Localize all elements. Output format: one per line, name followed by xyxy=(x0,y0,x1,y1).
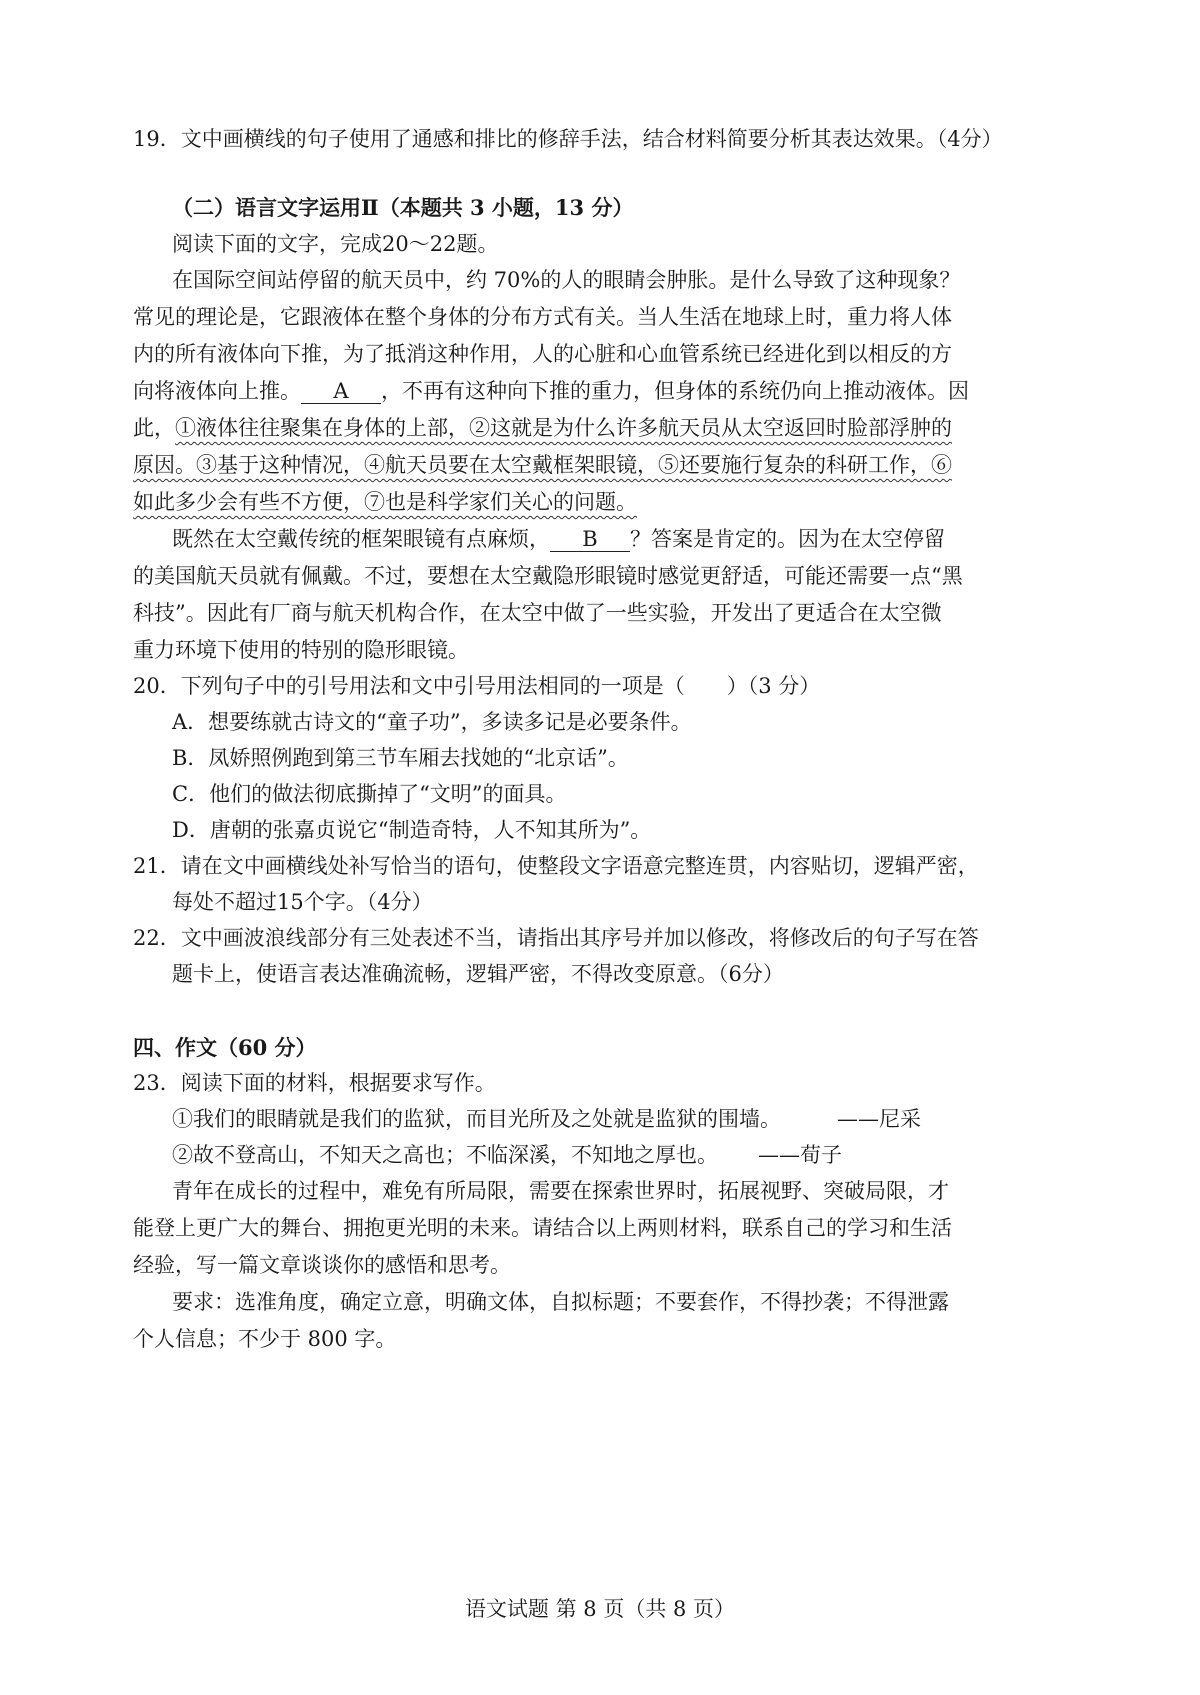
option-d: D．唐朝的张嘉贞说它“制造奇特，人不知其所为”。 xyxy=(172,818,652,842)
blank-a: A xyxy=(301,379,381,404)
passage-1-line-2: 常见的理论是，它跟液体在整个身体的分布方式有关。当人生活在地球上时，重力将人体 xyxy=(133,305,952,329)
section-2-intro: 阅读下面的文字，完成20～22题。 xyxy=(172,232,499,256)
quote-1 xyxy=(172,1104,921,1134)
passage-text: 此， xyxy=(133,416,175,440)
question-21-line-2: 每处不超过15个字。（4分） xyxy=(172,890,433,914)
quote-2 xyxy=(172,1140,842,1170)
question-22-line-1: 22．文中画波浪线部分有三处表述不当，请指出其序号并加以修改，将修改后的句子写在答 xyxy=(133,926,979,950)
quote-text: ①我们的眼睛就是我们的监狱，而目光所及之处就是监狱的围墙。 xyxy=(172,1107,781,1131)
question-22-line-2: 题卡上，使语言表达准确流畅，逻辑严密，不得改变原意。（6分） xyxy=(172,962,784,986)
essay-prompt-line-2: 能登上更广大的舞台、拥抱更光明的未来。请结合以上两则材料，联系自己的学习和生活 xyxy=(133,1216,952,1240)
quote-author: ——荀子 xyxy=(758,1143,842,1167)
passage-2-line-4: 重力环境下使用的特别的隐形眼镜。 xyxy=(133,638,469,662)
page-footer: 语文试题 第 8 页（共 8 页） xyxy=(464,1597,736,1621)
requirements-line-2: 个人信息；不少于 800 字。 xyxy=(133,1327,397,1351)
passage-2-line-2: 的美国航天员就有佩戴。不过，要想在太空戴隐形眼镜时感觉更舒适，可能还需要一点“黑 xyxy=(133,564,963,588)
passage-1-line-5 xyxy=(133,413,952,443)
question-20: 20．下列句子中的引号用法和文中引号用法相同的一项是（ ）（3 分） xyxy=(133,674,821,698)
requirements-line-1: 要求：选准角度，确定立意，明确文体，自拟标题；不要套作，不得抄袭；不得泄露 xyxy=(172,1290,949,1314)
wavy-underlined-text: 如此多少会有些不方便，⑦也是科学家们关心的问题。 xyxy=(133,490,637,514)
section-2-title: （二）语言文字运用Ⅱ（本题共 3 小题，13 分） xyxy=(172,195,634,220)
passage-1-line-4 xyxy=(133,376,969,406)
blank-b: B xyxy=(550,527,630,552)
passage-1-line-1: 在国际空间站停留的航天员中，约 70%的人的眼睛会肿胀。是什么导致了这种现象？ xyxy=(172,268,961,292)
passage-2-line-3: 科技”。因此有厂商与航天机构合作，在太空中做了一些实验，开发出了更适合在太空微 xyxy=(133,601,942,625)
option-c: C．他们的做法彻底撕掉了“文明”的面具。 xyxy=(172,782,567,806)
wavy-underlined-text: ①液体往往聚集在身体的上部，②这就是为什么许多航天员从太空返回时脸部浮肿的 xyxy=(175,416,952,440)
quote-author: ——尼采 xyxy=(837,1107,921,1131)
passage-1-line-3: 内的所有液体向下推，为了抵消这种作用，人的心脏和心血管系统已经进化到以相反的方 xyxy=(133,342,952,366)
essay-prompt-line-3: 经验，写一篇文章谈谈你的感悟和思考。 xyxy=(133,1253,511,1277)
question-21-line-1: 21．请在文中画横线处补写恰当的语句，使整段文字语意完整连贯，内容贴切，逻辑严密， xyxy=(133,854,979,878)
section-4-title: 四、作文（60 分） xyxy=(133,1035,317,1060)
passage-text: ，不再有这种向下推的重力，但身体的系统仍向上推动液体。因 xyxy=(381,379,969,403)
passage-text: ？答案是肯定的。因为在太空停留 xyxy=(630,527,945,551)
passage-1-line-6 xyxy=(133,450,952,480)
quote-text: ②故不登高山，不知天之高也；不临深溪，不知地之厚也。 xyxy=(172,1143,718,1167)
wavy-underlined-text: 原因。③基于这种情况，④航天员要在太空戴框架眼镜，⑤还要施行复杂的科研工作，⑥ xyxy=(133,453,952,477)
passage-2-line-1 xyxy=(172,524,945,554)
passage-text: 向将液体向上推。 xyxy=(133,379,301,403)
question-19: 19．文中画横线的句子使用了通感和排比的修辞手法，结合材料简要分析其表达效果。（4分） xyxy=(133,127,1003,151)
option-b: B．凤娇照例跑到第三节车厢去找她的“北京话”。 xyxy=(172,746,629,770)
question-23: 23．阅读下面的材料，根据要求写作。 xyxy=(133,1071,496,1095)
essay-prompt-line-1: 青年在成长的过程中，难免有所局限，需要在探索世界时，拓展视野、突破局限，才 xyxy=(172,1179,949,1203)
passage-1-line-7 xyxy=(133,487,637,517)
passage-text: 既然在太空戴传统的框架眼镜有点麻烦， xyxy=(172,527,550,551)
option-a: A．想要练就古诗文的“童子功”，多读多记是必要条件。 xyxy=(172,710,692,734)
